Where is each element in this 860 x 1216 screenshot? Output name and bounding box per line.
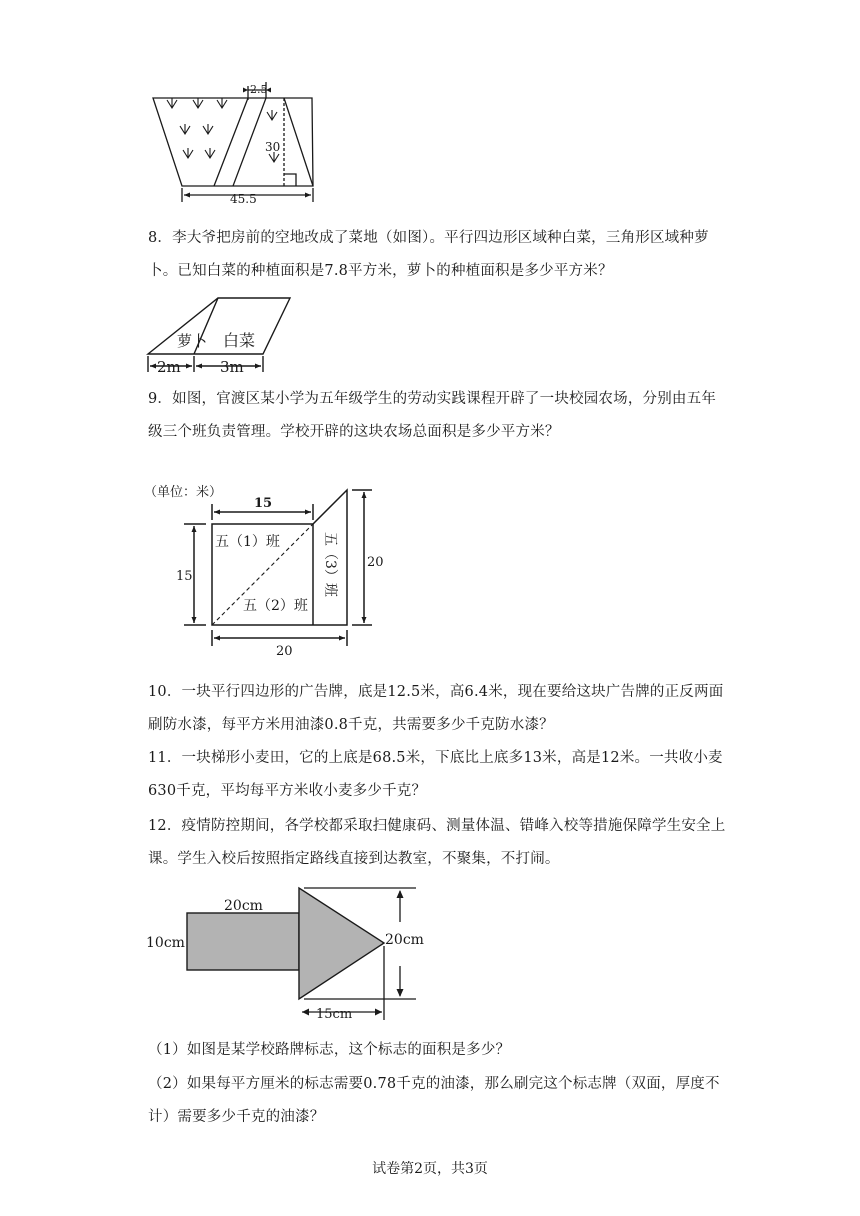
label-triangle-height: 15cm xyxy=(316,1007,353,1022)
label-radish: 萝卜 xyxy=(177,332,208,350)
label-class-1: 五（1）班 xyxy=(215,534,280,550)
label-rect-height: 10cm xyxy=(146,935,185,951)
question-12-text: 12．疫情防控期间，各学校都采取扫健康码、测量体温、错峰入校等措施保障学生安全上课。学生入校后按照指定路线直接到达教室，不聚集，不打闹。 xyxy=(148,818,726,867)
sprout-icon xyxy=(167,98,177,108)
label-class-3: 五（3）班 xyxy=(322,532,338,597)
question-8-text: 8．李大爷把房前的空地改成了菜地（如图）。平行四边形区域种白菜，三角形区域种萝卜。已知白菜的种植面积是7.8平方米，萝卜的种植面积是多少平方米？ xyxy=(148,230,709,279)
page-footer: 试卷第2页，共3页 xyxy=(372,1161,488,1177)
question-11-text: 11．一块梯形小麦田，它的上底是68.5米，下底比上底多13米，高是12米。一共收小麦630千克，平均每平方米收小麦多少千克？ xyxy=(148,750,723,799)
figure-trapezoid-field xyxy=(140,78,330,208)
label-height-30: 30 xyxy=(265,140,281,154)
label-bottom-20: 20 xyxy=(276,644,293,659)
label-unit: （单位：米） xyxy=(144,485,223,500)
label-rect-width: 20cm xyxy=(224,898,263,914)
sprout-icon xyxy=(205,148,215,158)
label-2m: 2m xyxy=(157,358,181,376)
label-3m: 3m xyxy=(220,358,244,376)
label-triangle-base: 20cm xyxy=(385,932,424,948)
label-cabbage: 白菜 xyxy=(223,331,256,350)
question-12-sub-2: （2）如果每平方厘米的标志需要0.78千克的油漆，那么刷完这个标志牌（双面，厚度不计）需要多少千克的油漆？ xyxy=(148,1076,720,1125)
sprout-icon xyxy=(193,98,203,108)
sprout-icon xyxy=(183,148,193,158)
label-right-20: 20 xyxy=(367,555,384,570)
question-10-text: 10．一块平行四边形的广告牌，底是12.5米，高6.4米，现在要给这块广告牌的正反两面刷防水漆，每平方米用油漆0.8千克，共需要多少千克防水漆？ xyxy=(148,684,724,733)
sprout-icon xyxy=(267,110,277,120)
figure-road-sign xyxy=(140,882,440,1022)
sprout-icon xyxy=(217,98,227,108)
sprout-icon xyxy=(180,124,190,134)
label-bottom-45-5: 45.5 xyxy=(230,192,257,206)
label-top-15: 15 xyxy=(254,496,273,511)
label-class-2: 五（2）班 xyxy=(243,598,308,614)
figure-school-farm xyxy=(140,480,400,660)
sprout-icon xyxy=(203,124,213,134)
figure-vegetable-plot xyxy=(140,292,300,378)
question-12-sub-1: （1）如图是某学校路牌标志，这个标志的面积是多少？ xyxy=(148,1042,511,1058)
label-left-15: 15 xyxy=(176,569,193,584)
question-9-text: 9．如图，官渡区某小学为五年级学生的劳动实践课程开辟了一块校园农场，分别由五年级三个班负责管理。学校开辟的这块农场总面积是多少平方米？ xyxy=(148,391,717,440)
label-top-2-5: 2.5 xyxy=(250,83,268,96)
